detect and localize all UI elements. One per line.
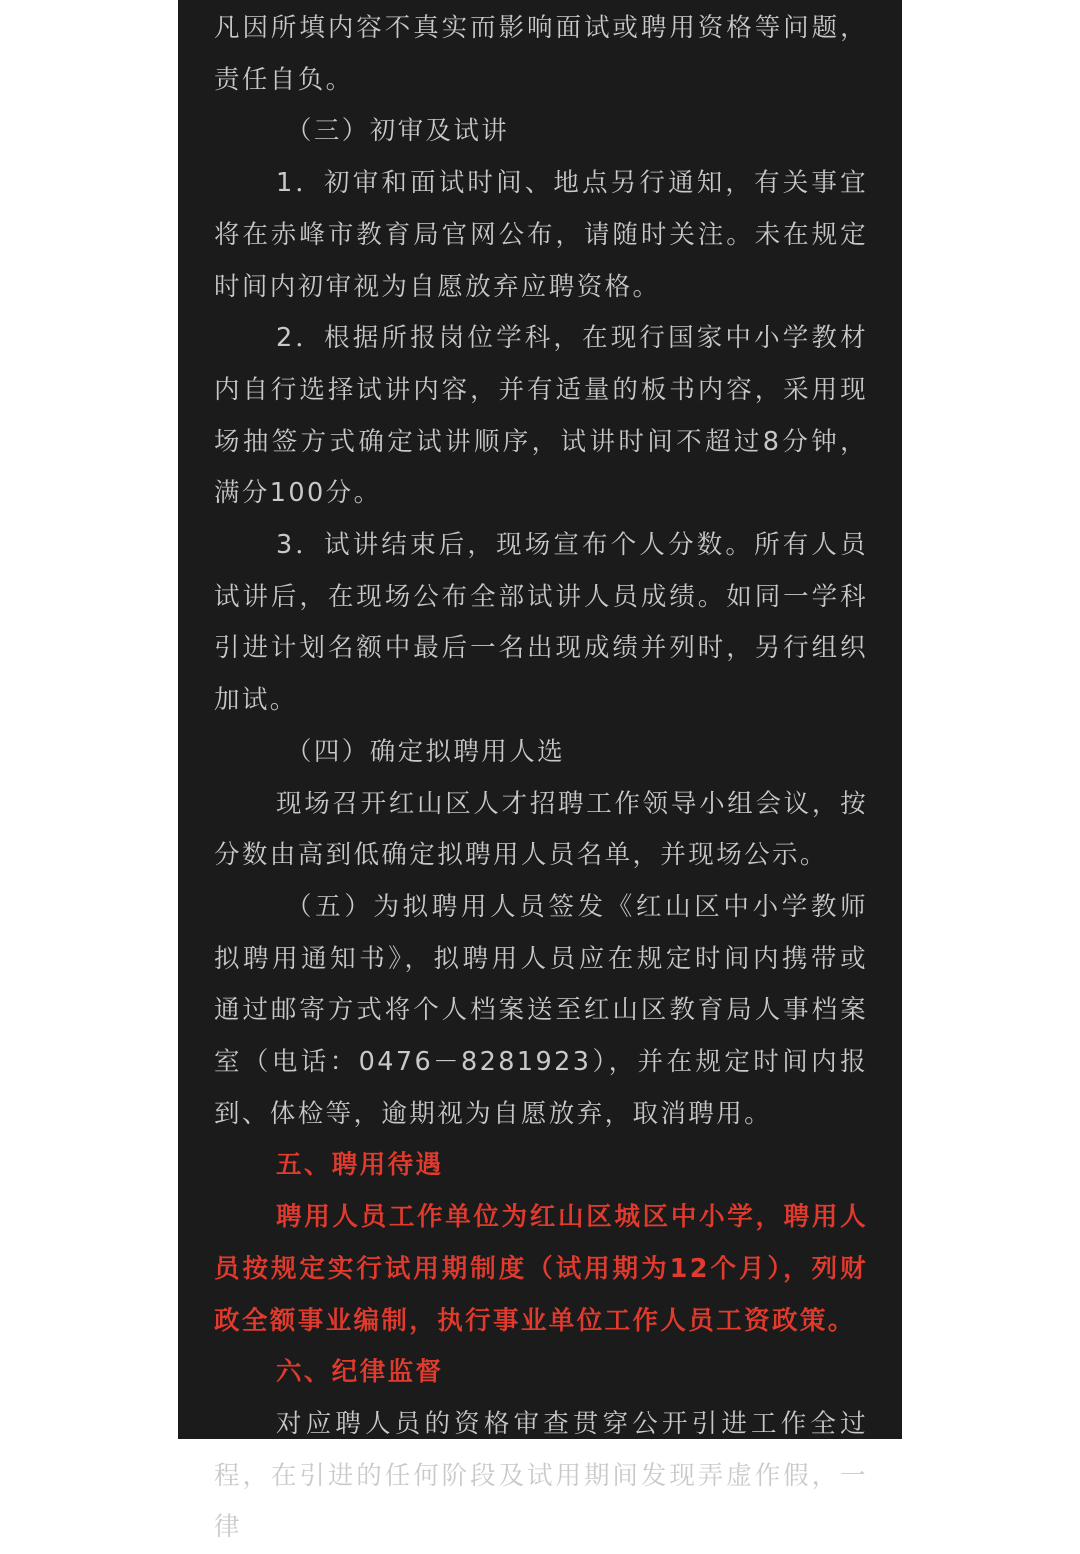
document-panel bbox=[178, 0, 902, 1543]
subheading-determine-candidates: （四）确定拟聘用人选 bbox=[286, 736, 566, 767]
paragraph-review-item-3: 3．试讲结束后，现场宣布个人分数。所有人员试讲后，在现场公布全部试讲人员成绩。如同一学科引进计划名额中最后一名出现成绩并列时，另行组织加试。 bbox=[214, 530, 868, 716]
paragraph-discipline-supervision: 对应聘人员的资格审查贯穿公开引进工作全过程，在引进的任何阶段及试用期间发现弄虚作假，一律 bbox=[214, 1408, 868, 1543]
section-title-employment-benefits: 五、聘用待遇 bbox=[276, 1150, 444, 1181]
paragraph-determine-candidates: 现场召开红山区人才招聘工作领导小组会议，按分数由高到低确定拟聘用人员名单，并现场公示。 bbox=[214, 788, 868, 871]
paragraph-employment-notice: （五）为拟聘用人员签发《红山区中小学教师拟聘用通知书》，拟聘用人员应在规定时间内携带或通过邮寄方式将个人档案送至红山区教育局人事档案室（电话：0476－8281923），并在规定时间内报到、体检等，逾期视为自愿放弃，取消聘用。 bbox=[214, 891, 868, 1129]
paragraph-employment-benefits: 聘用人员工作单位为红山区城区中小学，聘用人员按规定实行试用期制度（试用期为12个月），列财政全额事业编制，执行事业单位工作人员工资政策。 bbox=[214, 1202, 868, 1336]
paragraph-continuation: 凡因所填内容不真实而影响面试或聘用资格等问题，责任自负。 bbox=[214, 13, 868, 95]
paragraph-review-item-2: 2．根据所报岗位学科，在现行国家中小学教材内自行选择试讲内容，并有适量的板书内容，采用现场抽签方式确定试讲顺序，试讲时间不超过8分钟，满分100分。 bbox=[214, 323, 868, 509]
subheading-initial-review: （三）初审及试讲 bbox=[286, 116, 510, 147]
document-text bbox=[214, 3, 868, 1554]
section-title-discipline-supervision: 六、纪律监督 bbox=[276, 1357, 444, 1388]
paragraph-review-item-1: 1．初审和面试时间、地点另行通知，有关事宜将在赤峰市教育局官网公布，请随时关注。未在规定时间内初审视为自愿放弃应聘资格。 bbox=[214, 168, 868, 302]
